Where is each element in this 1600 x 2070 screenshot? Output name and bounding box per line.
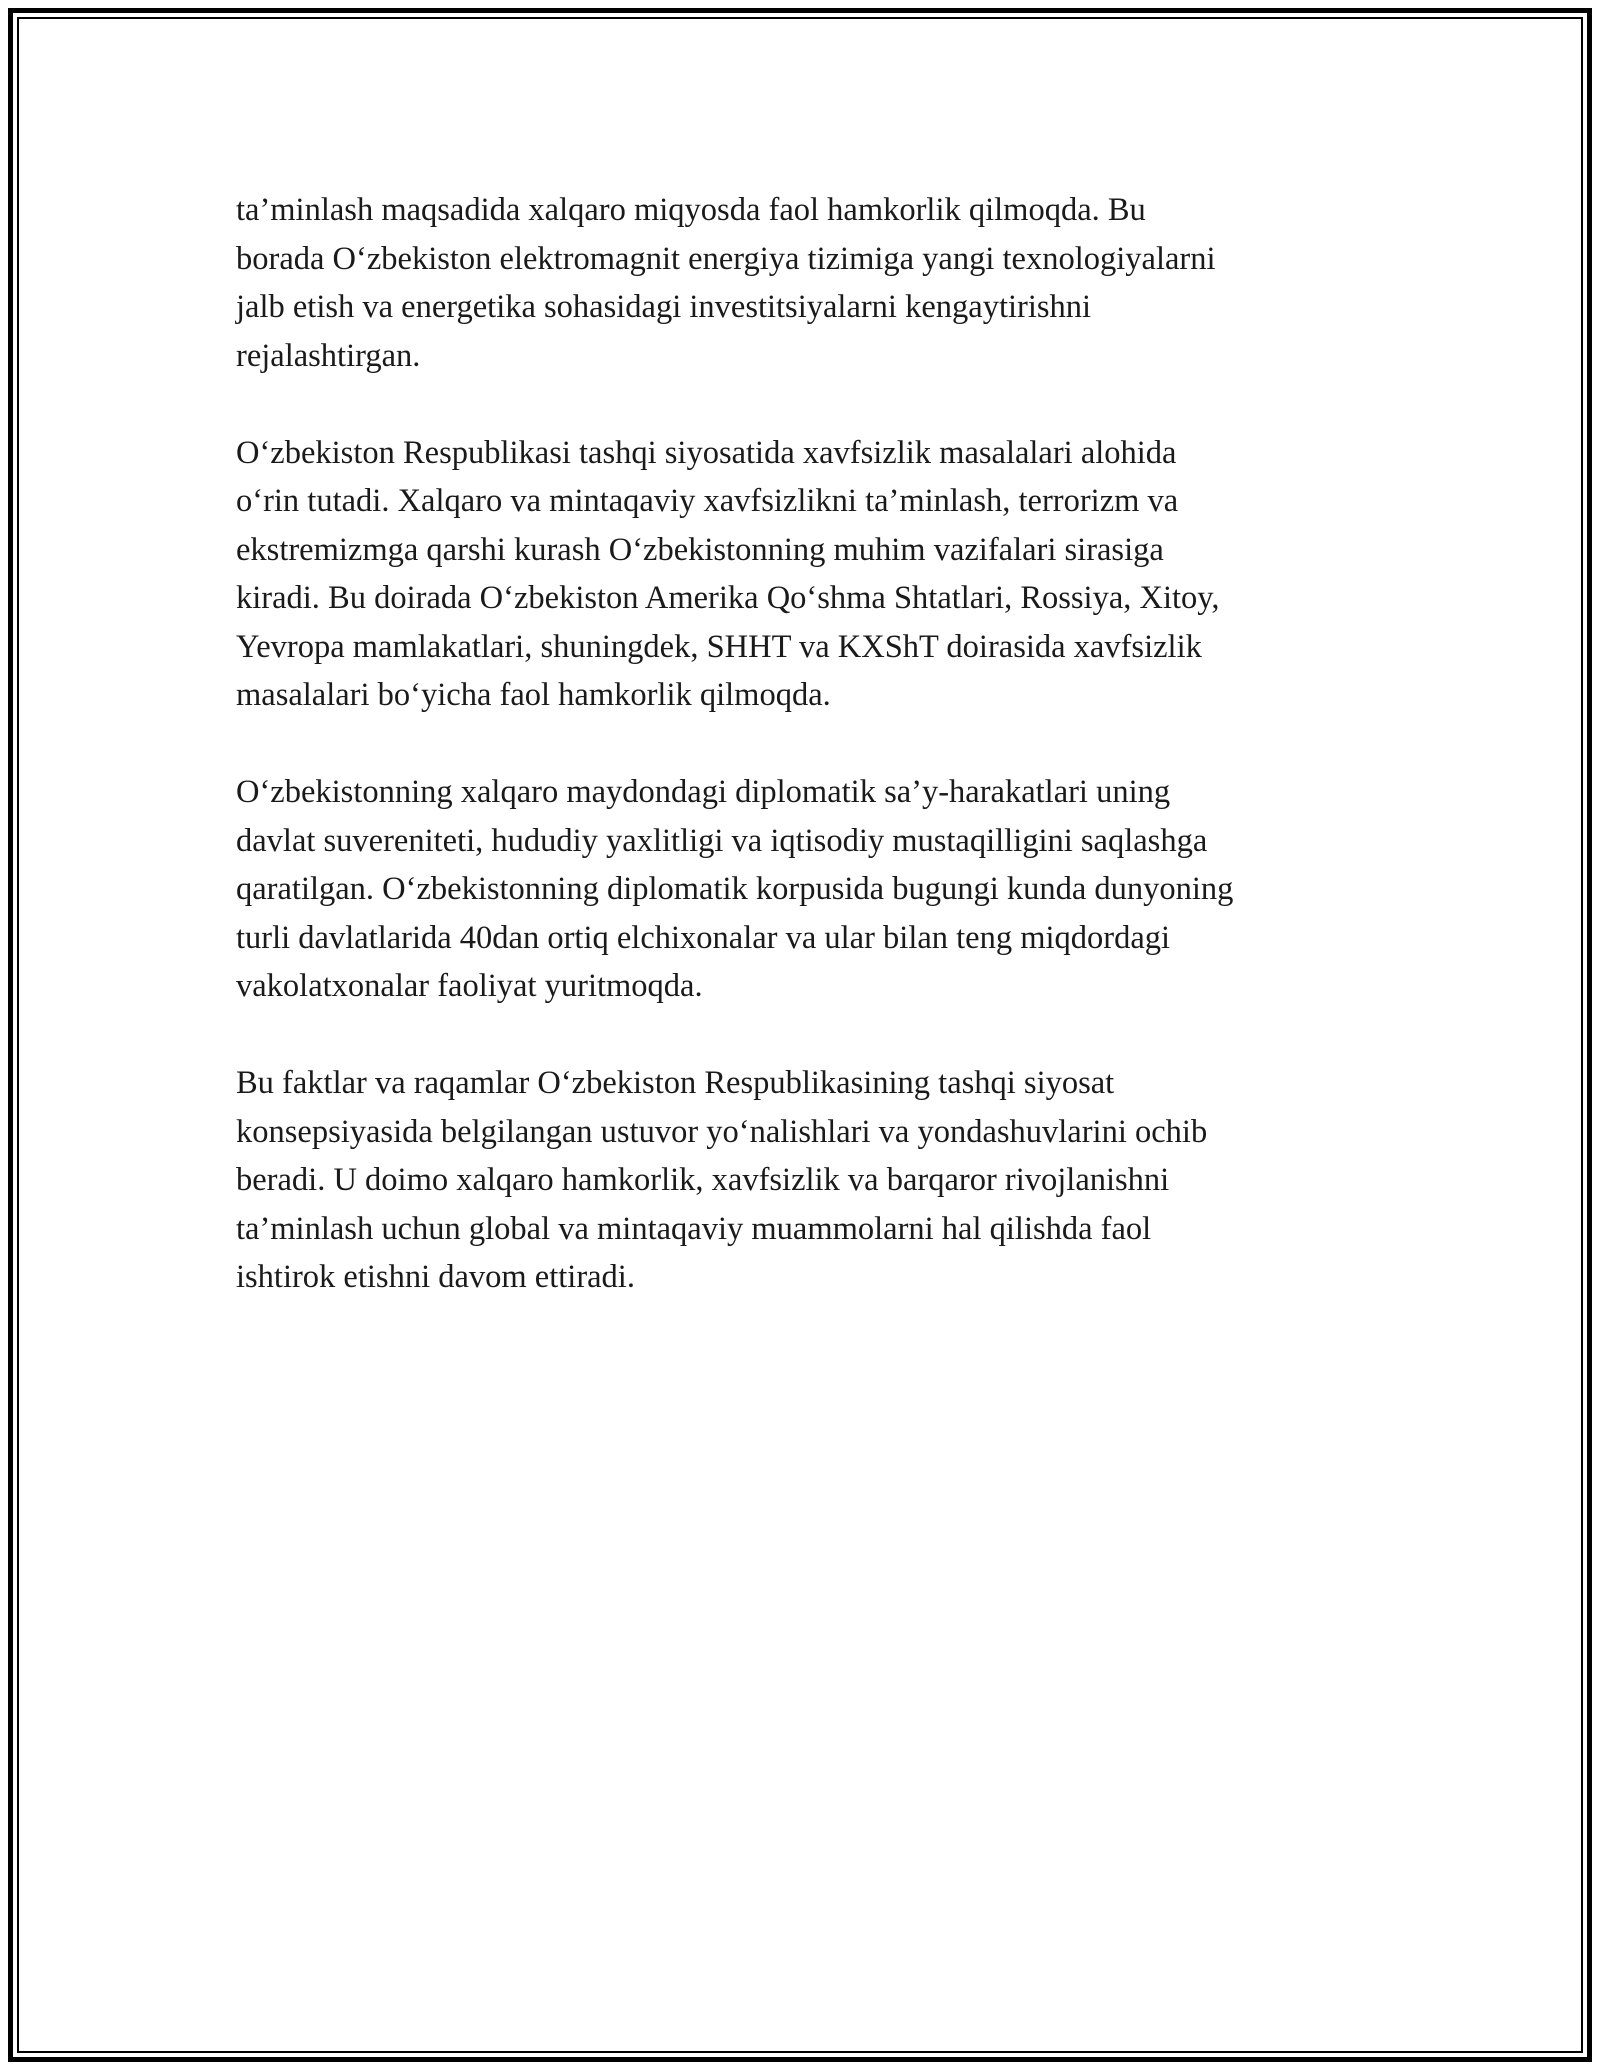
paragraph-2 — [236, 429, 1386, 720]
paragraph-line: kiradi. Bu doirada O‘zbekiston Amerika Qo‘shma Shtatlari, Rossiya, Xitoy, — [236, 580, 1220, 616]
document-body — [236, 186, 1386, 1350]
paragraph-line: davlat suvereniteti, hududiy yaxlitligi va iqtisodiy mustaqilligini saqlashga — [236, 822, 1208, 859]
paragraph-line: O‘zbekistonning xalqaro maydondagi diplomatik sa’y-harakatlari uning — [236, 774, 1171, 810]
paragraph-3 — [236, 768, 1386, 1011]
paragraph-line: beradi. U doimo xalqaro hamkorlik, xavfsizlik va barqaror rivojlanishni — [236, 1162, 1170, 1198]
paragraph-line: jalb etish va energetika sohasidagi investitsiyalarni kengaytirishni — [236, 289, 1092, 325]
paragraph-line: rejalashtirgan. — [236, 337, 421, 374]
paragraph-line: Yevropa mamlakatlari, shuningdek, SHHT va KXShT doirasida xavfsizlik — [236, 628, 1202, 665]
paragraph-line: turli davlatlarida 40dan ortiq elchixonalar va ular bilan teng miqdordagi — [236, 919, 1171, 956]
paragraph-line: ishtirok etishni davom ettiradi. — [236, 1259, 635, 1295]
paragraph-line: Bu faktlar va raqamlar O‘zbekiston Respublikasining tashqi siyosat — [236, 1065, 1115, 1101]
paragraph-line: borada O‘zbekiston elektromagnit energiya tizimiga yangi texnologiyalarni — [236, 240, 1216, 277]
paragraph-line: ta’minlash uchun global va mintaqaviy muammolarni hal qilishda faol — [236, 1210, 1152, 1247]
paragraph-line: ta’minlash maqsadida xalqaro miqyosda faol hamkorlik qilmoqda. Bu — [236, 192, 1146, 228]
paragraph-line: O‘zbekiston Respublikasi tashqi siyosatida xavfsizlik masalalari alohida — [236, 434, 1177, 471]
paragraph-line: o‘rin tutadi. Xalqaro va mintaqaviy xavfsizlikni ta’minlash, terrorizm va — [236, 483, 1179, 519]
paragraph-line: ekstremizmga qarshi kurash O‘zbekistonning muhim vazifalari sirasiga — [236, 531, 1164, 568]
paragraph-1 — [236, 186, 1386, 380]
paragraph-4 — [236, 1059, 1386, 1302]
paragraph-line: konsepsiyasida belgilangan ustuvor yo‘nalishlari va yondashuvlarini ochib — [236, 1113, 1208, 1150]
paragraph-line: masalalari bo‘yicha faol hamkorlik qilmoqda. — [236, 677, 831, 713]
paragraph-line: vakolatxonalar faoliyat yuritmoqda. — [236, 968, 703, 1004]
paragraph-line: qaratilgan. O‘zbekistonning diplomatik korpusida bugungi kunda dunyoning — [236, 871, 1234, 907]
